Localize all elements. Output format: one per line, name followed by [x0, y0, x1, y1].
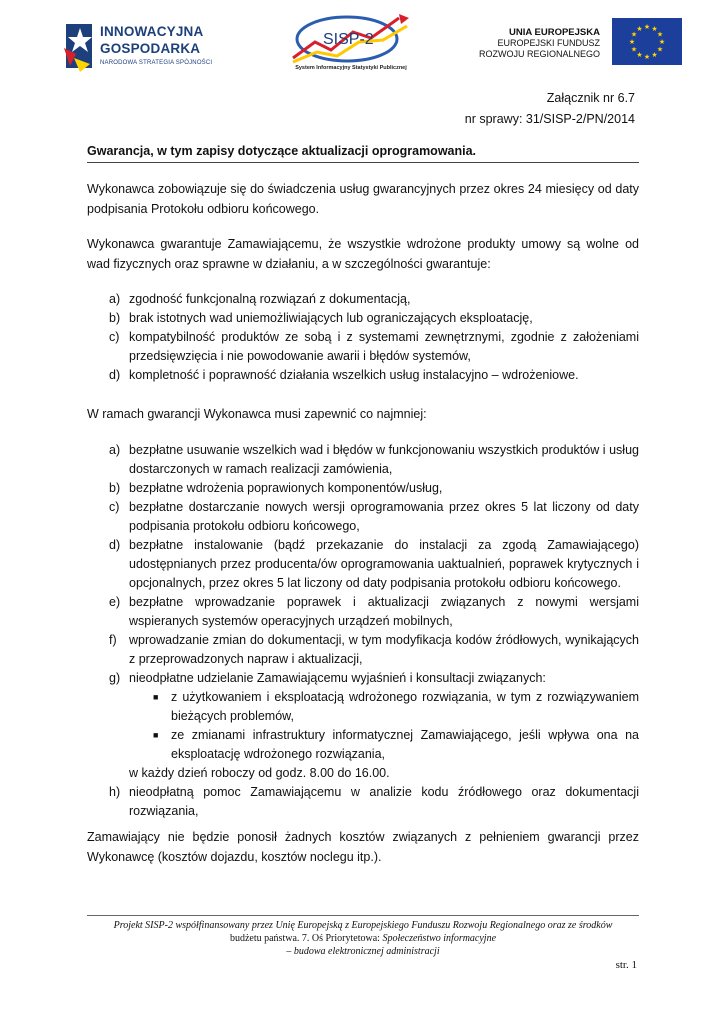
- footer-line2-suffix: Społeczeństwo informacyjne: [382, 933, 497, 944]
- list-marker: c): [109, 330, 120, 344]
- eu-star-icon: ★: [630, 46, 638, 54]
- list-item-text: brak istotnych wad uniemożliwiających lub ograniczających eksploatację,: [129, 311, 533, 325]
- list-item-text: kompletność i poprawność działania wszelkich usług instalacyjno – wdrożeniowe.: [129, 368, 579, 382]
- square-bullet-icon: ■: [153, 692, 159, 702]
- list-item-text: kompatybilność produktów ze sobą i z systemami zewnętrznymi, zgodnie z założeniami przedsięwzięcia i nie powodowanie awarii i błędów systemów,: [129, 330, 639, 363]
- eu-flag-icon: [612, 18, 682, 65]
- list-marker: d): [109, 368, 121, 382]
- sub-list-item-text: z użytkowaniem i eksploatacją wdrożonego rozwiązania, w tym z rozwiązywaniem bieżących problemów,: [171, 690, 639, 723]
- list-marker: a): [109, 443, 121, 457]
- paragraph-guarantee: Wykonawca gwarantuje Zamawiającemu, że wszystkie wdrożone produkty umowy są wolne od wad fizycznych oraz sprawne w działaniu, a w szczególności gwarantuje:: [87, 237, 639, 271]
- list-item-text: bezpłatne wdrożenia poprawionych komponentów/usług,: [129, 481, 443, 495]
- list-marker: d): [109, 538, 121, 552]
- eu-star-icon: ★: [630, 31, 638, 39]
- list-item: [87, 669, 639, 688]
- list-item-text: wprowadzanie zmian do dokumentacji, w tym modyfikacja kodów źródłowych, wynikających z przeprowadzonych napraw i aktualizacji,: [129, 633, 639, 666]
- sisp2-logo-sub: System Informacyjny Statystyki Publicznej: [295, 65, 407, 71]
- footer-divider: [87, 915, 639, 916]
- list-item-text: bezpłatne usuwanie wszelkich wad i błędów w funkcjonowaniu wszystkich produktów i usług dostarczonych w ramach realizacji zamówienia,: [129, 443, 639, 476]
- attachment-number: Załącznik nr 6.7: [546, 91, 635, 105]
- attachment-info: [465, 88, 635, 130]
- footer-text: [87, 919, 639, 958]
- list-marker: c): [109, 500, 120, 514]
- list-item: [87, 366, 639, 385]
- list-marker: h): [109, 785, 121, 799]
- sisp2-logo-name: SISP-2: [323, 31, 374, 48]
- list-marker: a): [109, 292, 121, 306]
- ig-logo-sub: NARODOWA STRATEGIA SPÓJNOŚCI: [100, 60, 213, 66]
- list-item: [87, 441, 639, 479]
- eu-star-icon: ★: [651, 26, 658, 33]
- page-number: str. 1: [615, 959, 637, 971]
- eu-star-icon: ★: [636, 26, 643, 33]
- eu-star-icon: ★: [628, 39, 636, 46]
- list-item-text: bezpłatne wprowadzanie poprawek i aktualizacji związanych z nowymi wersjami wspieranych systemów operacyjnych urządzeń mobilnych,: [129, 595, 639, 628]
- list-item-text: bezpłatne instalowanie (bądź przekazanie do instalacji za zgodą Zamawiającego) udostępnianych przez producenta/ów oprogramowania uaktualnień, poprawek krytycznych i opcjonalnych, przez okres 5 lat liczony od daty podpisania protokołu odbioru końcowego.: [129, 538, 639, 590]
- list-item-text: nieodpłatną pomoc Zamawiającemu w analizie kodu źródłowego oraz dokumentacji rozwiązania,: [129, 785, 639, 818]
- list-item: [87, 290, 639, 309]
- list-marker: f): [109, 633, 117, 647]
- list-marker: b): [109, 481, 121, 495]
- list-item-text: nieodpłatne udzielanie Zamawiającemu wyjaśnień i konsultacji związanych:: [129, 671, 546, 685]
- footer-line2: [87, 932, 639, 945]
- eu-star-icon: ★: [656, 46, 664, 54]
- paragraph-costs: Zamawiający nie będzie ponosił żadnych kosztów związanych z pełnieniem gwarancji przez Wykonawcę (kosztów dojazdu, kosztów noclegu itp.).: [87, 830, 639, 864]
- ig-logo-line1: INNOWACYJNA: [100, 24, 204, 39]
- document-title: Gwarancja, w tym zapisy dotyczące aktualizacji oprogramowania.: [87, 144, 477, 158]
- list-item: [87, 309, 639, 328]
- footer-line1: Projekt SISP-2 współfinansowany przez Unię Europejską z Europejskiego Funduszu Rozwoju Regionalnego oraz ze środków: [113, 920, 613, 931]
- warranty-scope-list: [87, 441, 639, 821]
- innowacyjna-gospodarka-logo: [60, 18, 230, 74]
- list-item: [87, 328, 639, 366]
- eu-stars-ring: [612, 18, 682, 65]
- list-item: [87, 498, 639, 536]
- list-item-text: zgodność funkcjonalną rozwiązań z dokumentacją,: [129, 292, 411, 306]
- ig-star-emblem-icon: [60, 18, 96, 74]
- list-item-text: bezpłatne dostarczanie nowych wersji oprogramowania przez okres 5 lat liczony od daty podpisania protokołu odbioru końcowego,: [129, 500, 639, 533]
- sisp2-logo: [287, 12, 415, 76]
- footer-line2-prefix: budżetu państwa. 7. Oś Priorytetowa:: [229, 933, 380, 944]
- ig-logo-line2: GOSPODARKA: [100, 41, 201, 56]
- g-tail-text: w każdy dzień roboczy od godz. 8.00 do 16.00.: [129, 766, 390, 780]
- eu-star-icon: ★: [651, 52, 658, 59]
- list-marker: e): [109, 595, 121, 609]
- eu-star-icon: ★: [656, 31, 664, 39]
- paragraph-minimum-scope: W ramach gwarancji Wykonawca musi zapewnić co najmniej:: [87, 407, 427, 421]
- eu-star-icon: ★: [636, 52, 643, 59]
- eu-star-icon: ★: [643, 24, 651, 31]
- eu-logo-text: [470, 27, 600, 60]
- list-item: [87, 479, 639, 498]
- list-marker: b): [109, 311, 121, 325]
- sub-list-item-text: ze zmianami infrastruktury informatycznej Zamawiającego, jeśli wpływa ona na eksploatację wdrożonego rozwiązania,: [171, 728, 639, 761]
- eu-line1: UNIA EUROPEJSKA: [509, 27, 600, 38]
- list-item: [87, 631, 639, 669]
- eu-star-icon: ★: [643, 54, 651, 61]
- sub-list-item: [87, 726, 639, 764]
- list-item: [87, 783, 639, 821]
- square-bullet-icon: ■: [153, 730, 159, 740]
- case-number: nr sprawy: 31/SISP-2/PN/2014: [464, 112, 635, 126]
- list-marker: g): [109, 671, 121, 685]
- guarantee-list: [87, 290, 639, 385]
- eu-star-icon: ★: [658, 39, 666, 46]
- list-item: [87, 536, 639, 593]
- sub-list-item: [87, 688, 639, 726]
- eu-line2: EUROPEJSKI FUNDUSZ: [497, 38, 600, 48]
- footer-line3: – budowa elektronicznej administracji: [286, 946, 440, 957]
- paragraph-warranty-period: Wykonawca zobowiązuje się do świadczenia usług gwarancyjnych przez okres 24 miesięcy od daty podpisania Protokołu odbioru końcowego.: [87, 182, 639, 216]
- title-divider: [87, 162, 639, 163]
- eu-line3: ROZWOJU REGIONALNEGO: [478, 49, 600, 59]
- sisp2-emblem-icon: [287, 12, 415, 66]
- list-item: [87, 593, 639, 631]
